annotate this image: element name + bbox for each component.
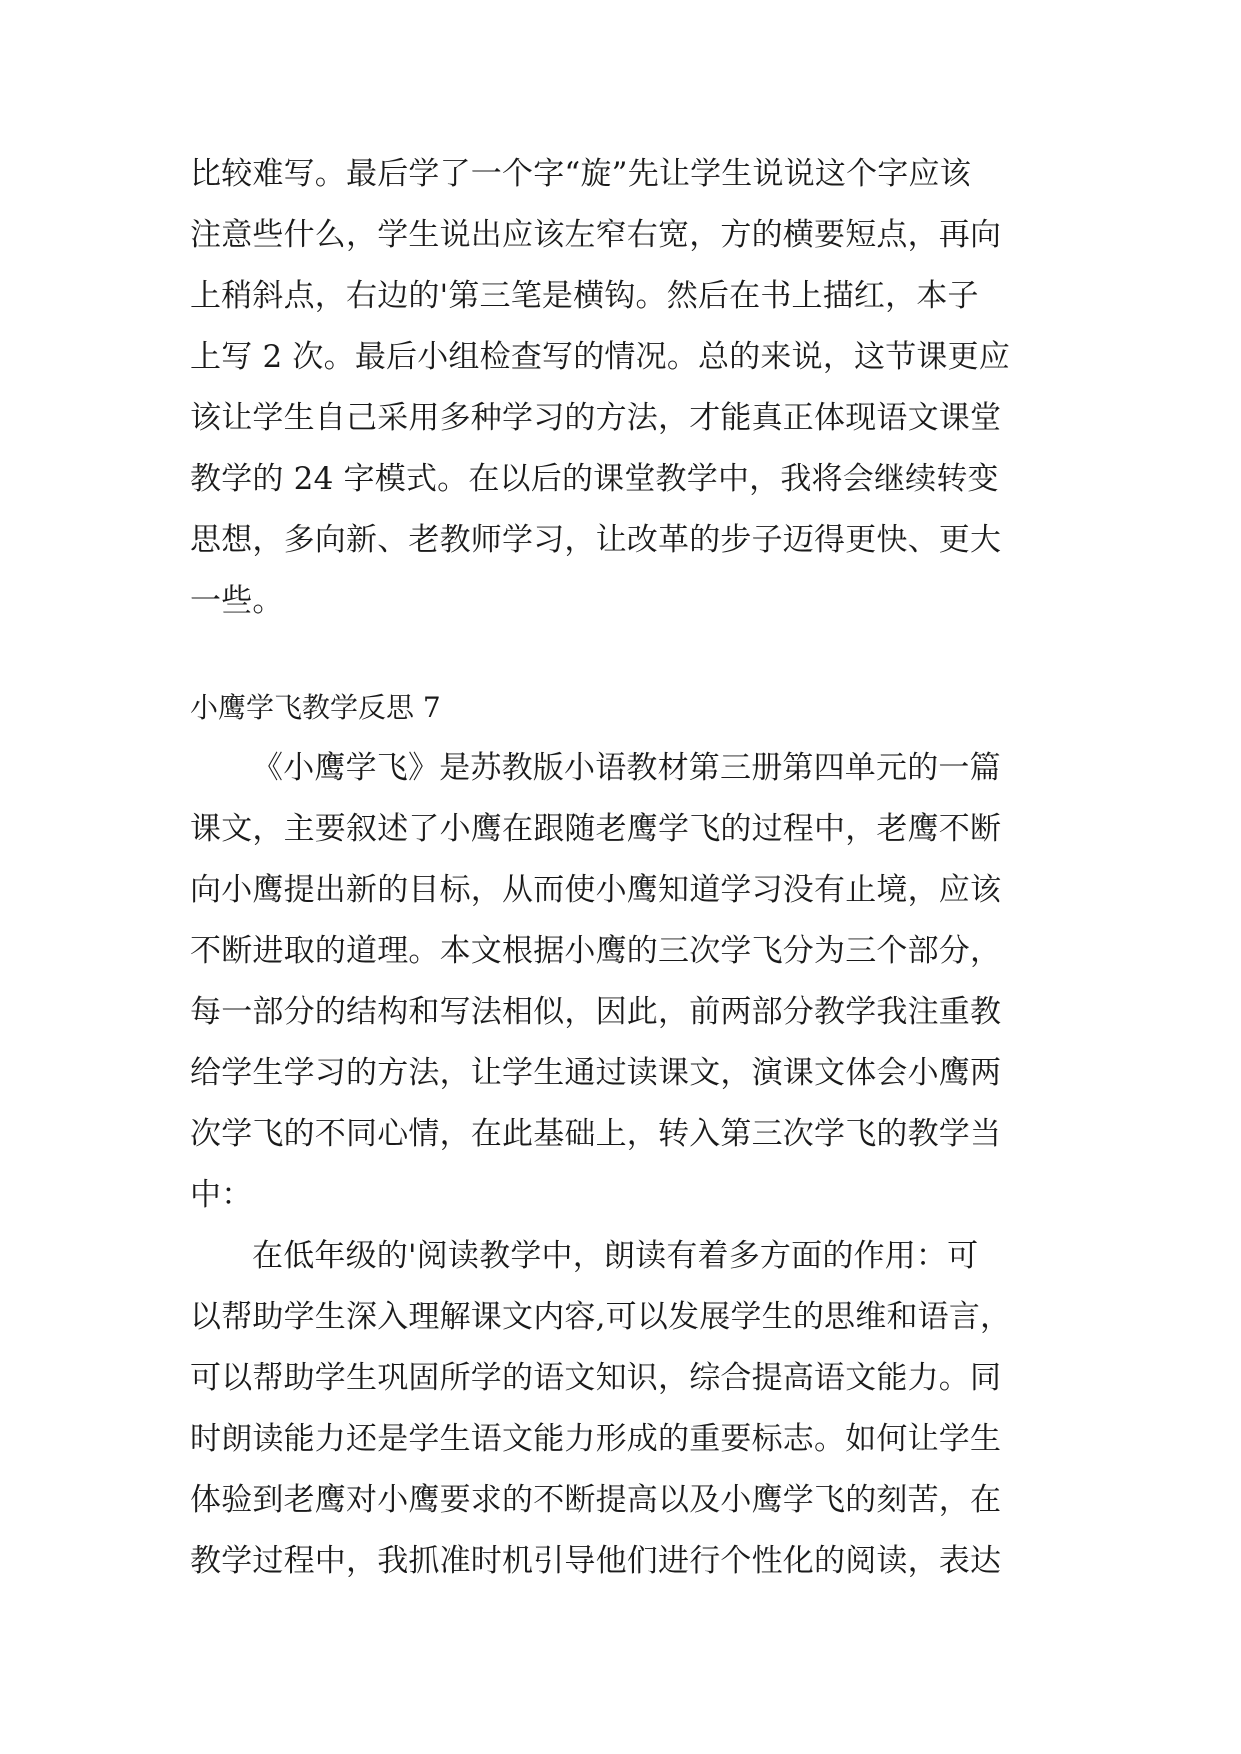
paragraph-line: 在低年级的'阅读教学中，朗读有着多方面的作用：可 bbox=[252, 1238, 979, 1274]
paragraph-line: 中： bbox=[190, 1177, 253, 1213]
section-heading: 小鹰学飞教学反思 7 bbox=[190, 691, 441, 724]
paragraph-line: 以帮助学生深入理解课文内容,可以发展学生的思维和语言， bbox=[190, 1299, 1012, 1335]
paragraph-line: 向小鹰提出新的目标，从而使小鹰知道学习没有止境，应该 bbox=[190, 872, 1002, 908]
paragraph-line: 思想，多向新、老教师学习，让改革的步子迈得更快、更大 bbox=[190, 522, 1002, 558]
paragraph-line: 教学过程中，我抓准时机引导他们进行个性化的阅读，表达 bbox=[190, 1543, 1002, 1579]
paragraph-line: 注意些什么，学生说出应该左窄右宽，方的横要短点，再向 bbox=[190, 217, 1002, 253]
paragraph-line: 教学的 24 字模式。在以后的课堂教学中，我将会继续转变 bbox=[190, 461, 999, 497]
paragraph-line: 该让学生自己采用多种学习的方法，才能真正体现语文课堂 bbox=[190, 400, 1002, 436]
paragraph-line: 课文，主要叙述了小鹰在跟随老鹰学飞的过程中，老鹰不断 bbox=[190, 811, 1002, 847]
paragraph-line: 上写 2 次。最后小组检查写的情况。总的来说，这节课更应 bbox=[190, 339, 1011, 375]
paragraph-line: 体验到老鹰对小鹰要求的不断提高以及小鹰学飞的刻苦，在 bbox=[190, 1482, 1002, 1518]
paragraph-line: 次学飞的不同心情，在此基础上，转入第三次学飞的教学当 bbox=[190, 1116, 1002, 1152]
paragraph-line: 不断进取的道理。本文根据小鹰的三次学飞分为三个部分， bbox=[190, 933, 1002, 969]
paragraph-line: 每一部分的结构和写法相似，因此，前两部分教学我注重教 bbox=[190, 994, 1002, 1030]
paragraph-line: 《小鹰学飞》是苏教版小语教材第三册第四单元的一篇 bbox=[252, 750, 1001, 786]
paragraph-line: 可以帮助学生巩固所学的语文知识，综合提高语文能力。同 bbox=[190, 1360, 1002, 1396]
paragraph-line: 给学生学习的方法，让学生通过读课文，演课文体会小鹰两 bbox=[190, 1055, 1002, 1091]
paragraph-line: 一些。 bbox=[190, 583, 284, 619]
paragraph-line: 时朗读能力还是学生语文能力形成的重要标志。如何让学生 bbox=[190, 1421, 1002, 1457]
paragraph-line: 上稍斜点，右边的'第三笔是横钩。然后在书上描红，本子 bbox=[190, 278, 979, 314]
paragraph-line: 比较难写。最后学了一个字“旋”先让学生说说这个字应该 bbox=[190, 156, 971, 192]
